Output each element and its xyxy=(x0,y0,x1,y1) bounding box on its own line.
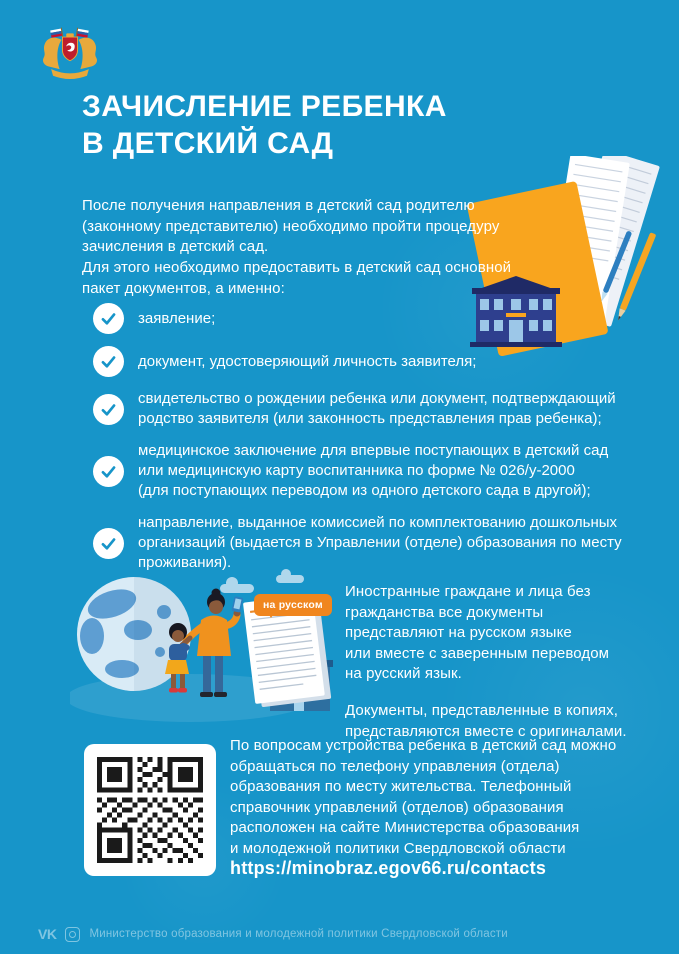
text-line: гражданства все документы xyxy=(345,603,544,621)
text-line: образования по месту жительства. Телефонный xyxy=(230,778,572,795)
crown xyxy=(66,33,74,37)
text-line: представляются вместе с оригиналами. xyxy=(345,722,627,740)
text-line: пакет документов, а именно: xyxy=(82,279,285,297)
checkmark-circle-icon xyxy=(93,346,124,377)
text-line: После получения направления в детский сад родителю xyxy=(82,197,475,214)
text-line: документ, удостоверяющий личность заявителя; xyxy=(138,352,477,370)
sverdlovsk-oblast-coat-of-arms-icon xyxy=(37,27,103,83)
bottom-white-strip xyxy=(0,954,679,960)
text-line: проживания). xyxy=(138,554,232,571)
text-line: справочник управлений (отделов) образования xyxy=(230,798,564,816)
qr-code xyxy=(84,744,216,876)
text-line: зачисления в детский сад. xyxy=(82,238,269,255)
title-line-2: В ДЕТСКИЙ САД xyxy=(82,127,334,160)
text-line: или медицинскую карту воспитанника по форме № 026/у-2000 xyxy=(138,462,575,479)
ribbon xyxy=(51,69,89,79)
text-line: расположен на сайте Министерства образования xyxy=(230,819,580,836)
text-line: или вместе с заверенным переводом xyxy=(345,644,610,662)
page-title xyxy=(82,88,447,162)
text-line: организаций (выдается в Управлении (отделе) образования по месту xyxy=(138,534,622,551)
text-line: свидетельство о рождении ребенка или документ, подтверждающий xyxy=(138,390,616,407)
checklist-item-label xyxy=(138,352,476,372)
text-line: медицинское заключение для впервые поступающих в детский сад xyxy=(138,442,609,459)
vk-icon[interactable]: VK xyxy=(38,926,57,942)
speech-bubble: на русском xyxy=(254,594,332,616)
text-line: (законному представителю) необходимо пройти процедуру xyxy=(82,217,500,235)
footer-ministry-label: Министерство образования и молодежной политики Свердловской области xyxy=(89,928,508,940)
contacts-url-link[interactable]: https://minobraz.egov66.ru/contacts xyxy=(230,858,547,878)
text-line: По вопросам устройства ребенка в детский сад можно xyxy=(230,737,617,754)
intro-paragraph-2 xyxy=(82,258,511,299)
checklist-item-label xyxy=(138,513,622,573)
checkmark-circle-icon xyxy=(93,528,124,559)
text-line: Иностранные граждане и лица без xyxy=(345,583,591,600)
checklist-item xyxy=(93,441,633,501)
checklist-item xyxy=(93,346,633,377)
cloud-icon xyxy=(220,569,304,593)
text-line: обращаться по телефону управления (отдела) xyxy=(230,757,560,775)
checklist-item xyxy=(93,389,633,429)
checklist-item-label xyxy=(138,309,215,329)
foreign-citizens-paragraph xyxy=(345,582,609,685)
checklist-item-label xyxy=(138,389,616,429)
text-line: родство заявителя (или законность представления прав ребенка); xyxy=(138,410,602,427)
instagram-icon[interactable] xyxy=(65,927,80,942)
contact-paragraph xyxy=(230,736,616,859)
text-line: Документы, представленные в копиях, xyxy=(345,702,619,719)
checklist-item xyxy=(93,303,633,334)
intro-paragraph-1 xyxy=(82,196,499,258)
text-line: заявление; xyxy=(138,309,216,327)
checkmark-circle-icon xyxy=(93,303,124,334)
text-line: и молодежной политики Свердловской области xyxy=(230,839,566,857)
checkmark-circle-icon xyxy=(93,456,124,487)
text-line: представляют на русском языке xyxy=(345,624,572,641)
griffin-right xyxy=(78,38,97,70)
text-line: Для этого необходимо предоставить в детский сад основной xyxy=(82,259,512,276)
footer xyxy=(38,926,508,942)
title-line-1: ЗАЧИСЛЕНИЕ РЕБЕНКА xyxy=(82,90,447,123)
checkmark-circle-icon xyxy=(93,394,124,425)
qr-code-pattern xyxy=(97,757,203,863)
shield xyxy=(62,37,77,61)
text-line: (для поступающих переводом из одного детского сада в другой); xyxy=(138,482,591,499)
griffin-left xyxy=(43,38,62,70)
checklist-item-label xyxy=(138,441,608,501)
text-line: направление, выданное комиссией по комплектованию дошкольных xyxy=(138,514,618,531)
text-line: на русский язык. xyxy=(345,665,462,682)
instagram-icon-dot xyxy=(69,931,76,938)
globe-family-document-illustration xyxy=(70,568,336,726)
checklist-item xyxy=(93,513,633,573)
documents-checklist xyxy=(93,303,633,585)
